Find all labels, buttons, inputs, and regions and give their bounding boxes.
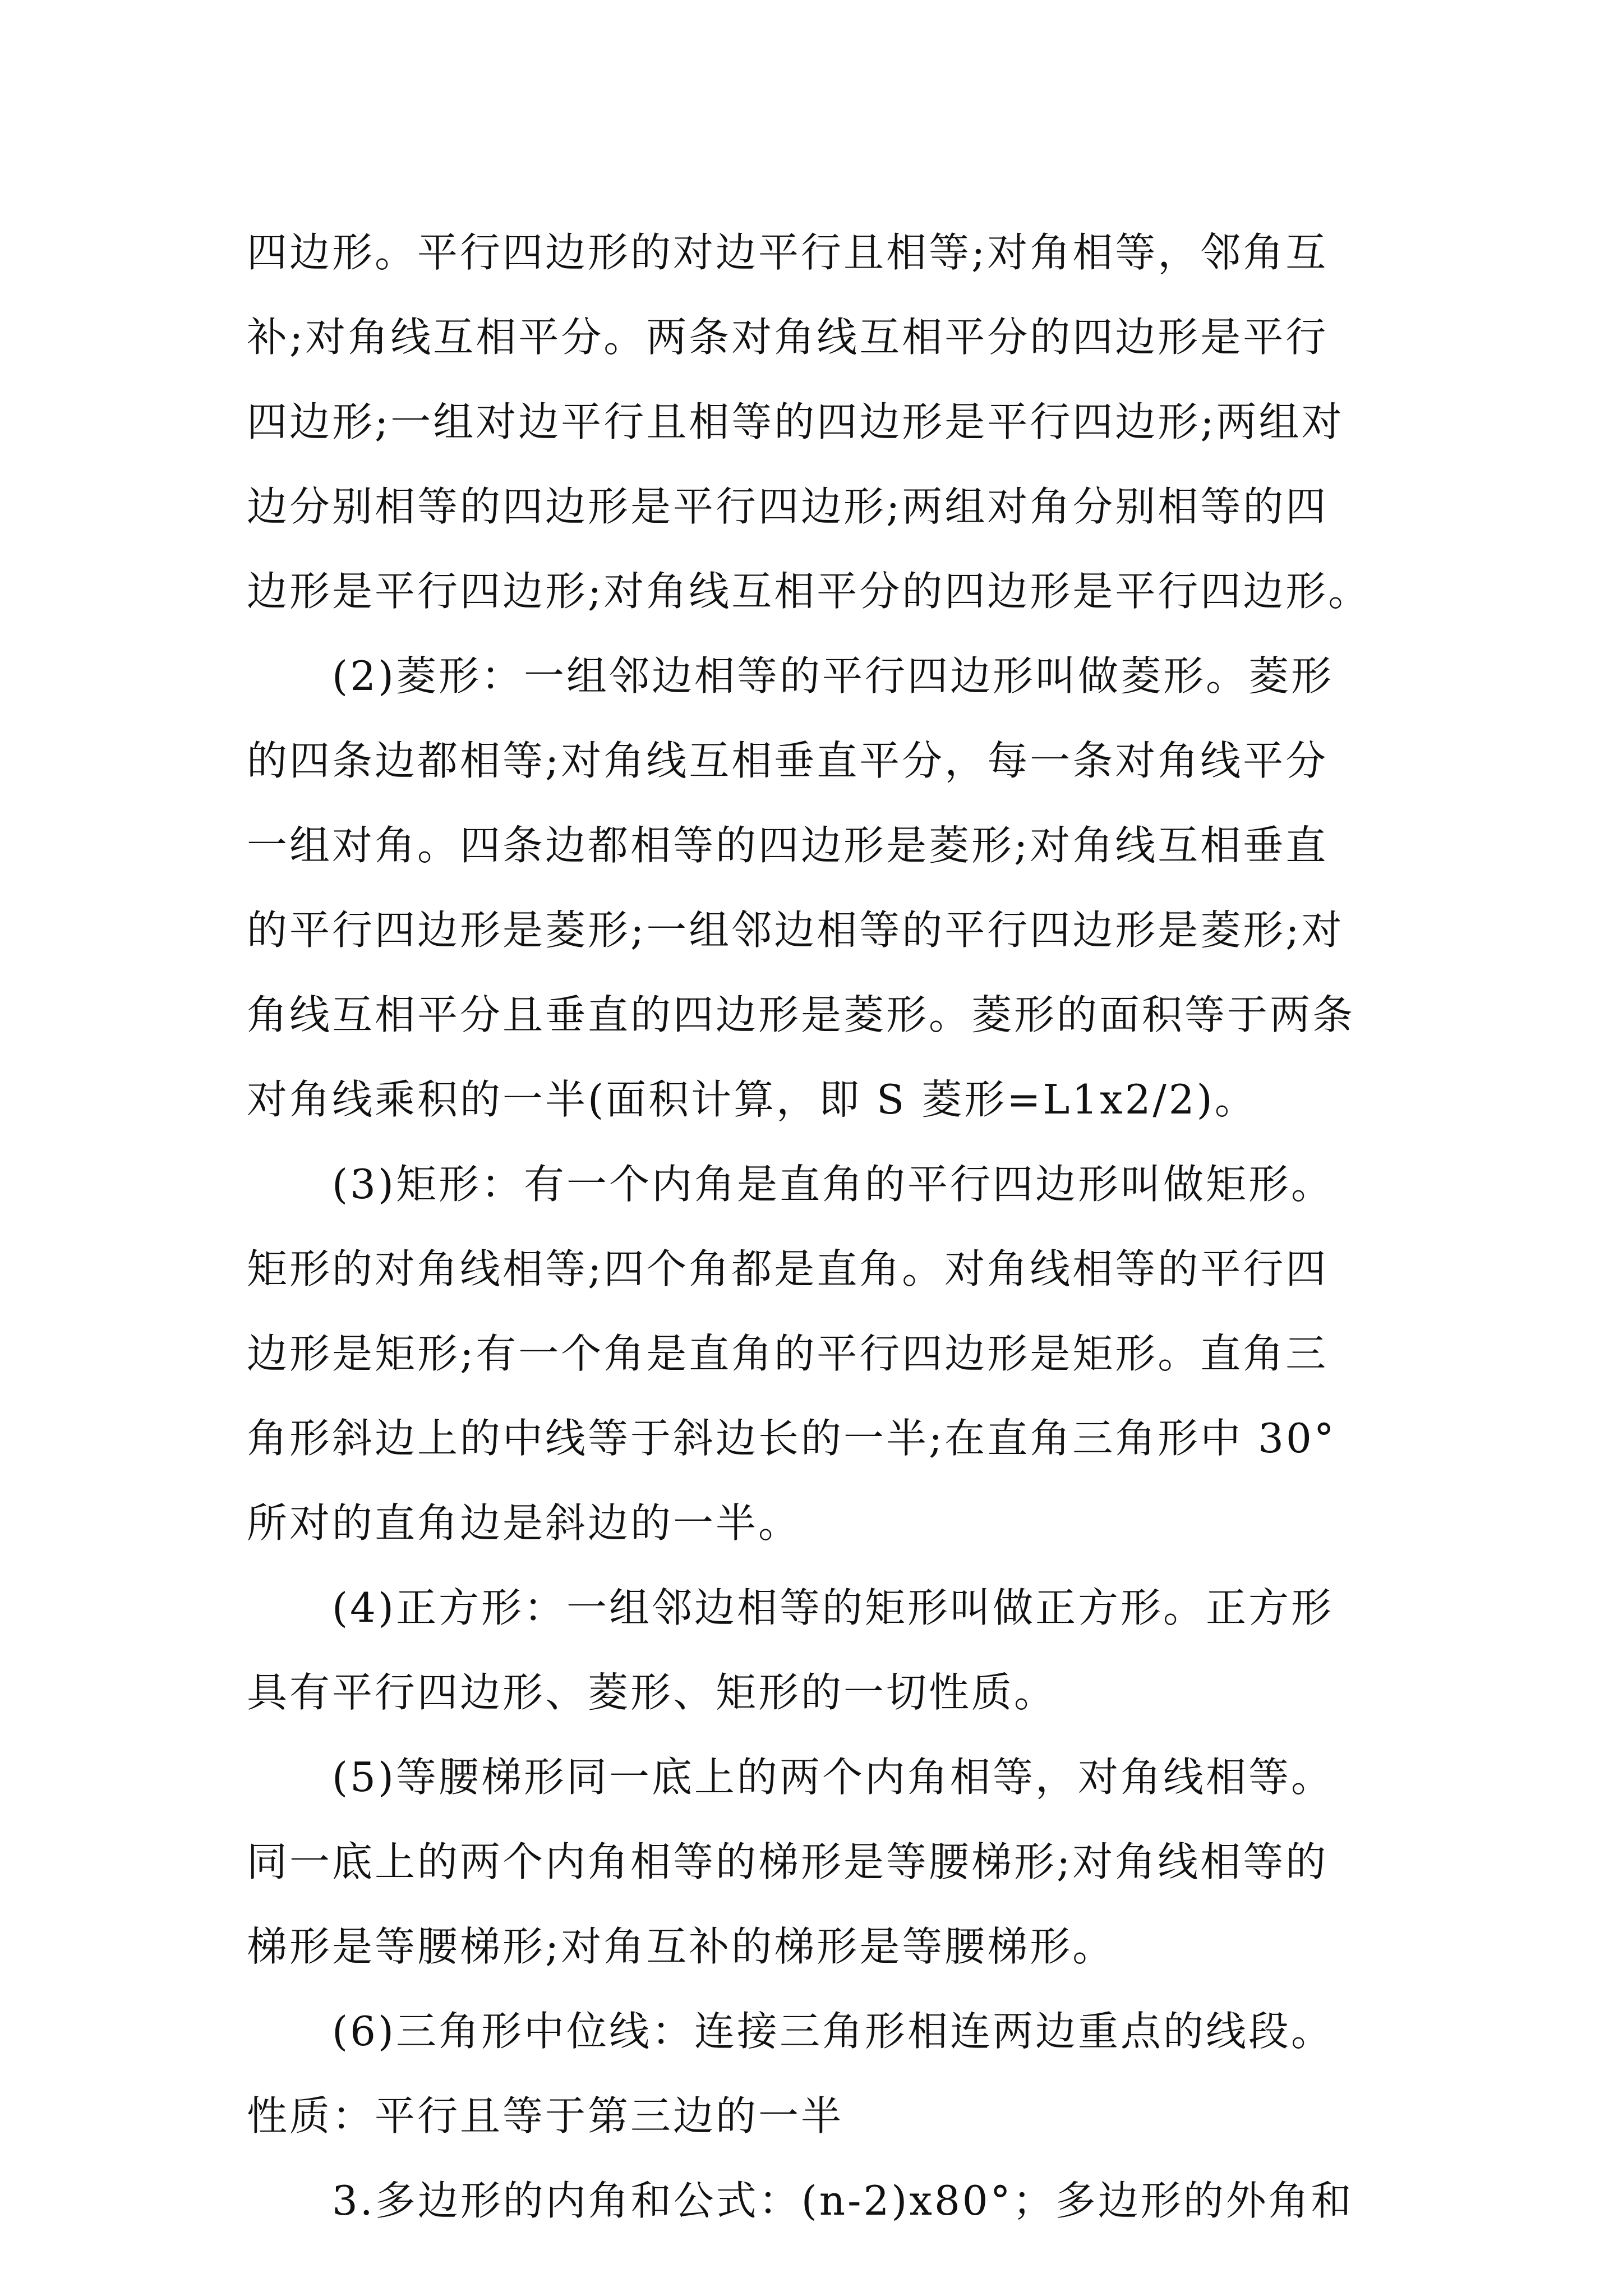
text-line: 的平行四边形是菱形;一组邻边相等的平行四边形是菱形;对 [247,907,1344,954]
text-line: 具有平行四边形、菱形、矩形的一切性质。 [247,1669,1057,1716]
text-line: (5)等腰梯形同一底上的两个内角相等，对角线相等。 [332,1754,1334,1801]
paragraph-rhombus [247,634,1385,1142]
text-line: (6)三角形中位线：连接三角形相连两边重点的线段。 [332,2008,1334,2055]
text-line: 角形斜边上的中线等于斜边长的一半;在直角三角形中 30° [247,1415,1336,1462]
paragraph-rectangle [247,1142,1385,1566]
text-line: (3)矩形：有一个内角是直角的平行四边形叫做矩形。 [332,1161,1334,1208]
text-line: 矩形的对角线相等;四个角都是直角。对角线相等的平行四 [247,1245,1329,1292]
body-text [247,210,1385,2243]
text-line: 边形是平行四边形;对角线互相平分的四边形是平行四边形。 [247,568,1371,615]
text-line: 梯形是等腰梯形;对角互补的梯形是等腰梯形。 [247,1923,1115,1970]
text-line: 角线互相平分且垂直的四边形是菱形。菱形的面积等于两条 [247,991,1355,1038]
text-line: 3.多边形的内角和公式：(n-2)x80°；多边形的外角和 [332,2177,1354,2224]
paragraph-isosceles-trapezoid [247,1735,1385,1989]
text-line: 一组对角。四条边都相等的四边形是菱形;对角线互相垂直 [247,822,1329,869]
text-line: 边分别相等的四边形是平行四边形;两组对角分别相等的四 [247,483,1329,530]
text-line: 的四条边都相等;对角线互相垂直平分，每一条对角线平分 [247,737,1329,784]
text-line: 性质：平行且等于第三边的一半 [247,2092,844,2139]
paragraph-square [247,1566,1385,1735]
text-line: 边形是矩形;有一个角是直角的平行四边形是矩形。直角三 [247,1330,1329,1377]
text-line: 四边形;一组对边平行且相等的四边形是平行四边形;两组对 [247,398,1344,445]
text-line: 对角线乘积的一半(面积计算，即 S 菱形=L1x2/2)。 [247,1076,1257,1123]
text-line: 补;对角线互相平分。两条对角线互相平分的四边形是平行 [247,314,1329,361]
paragraph-parallelogram-cont [247,210,1385,634]
text-line: 四边形。平行四边形的对边平行且相等;对角相等，邻角互 [247,229,1329,276]
text-line: (2)菱形：一组邻边相等的平行四边形叫做菱形。菱形 [332,652,1334,700]
text-line: 所对的直角边是斜边的一半。 [247,1499,801,1547]
text-line: (4)正方形：一组邻边相等的矩形叫做正方形。正方形 [332,1584,1334,1631]
text-line: 同一底上的两个内角相等的梯形是等腰梯形;对角线相等的 [247,1838,1329,1885]
paragraph-polygon-angles [247,2159,1385,2243]
paragraph-midline [247,1989,1385,2159]
